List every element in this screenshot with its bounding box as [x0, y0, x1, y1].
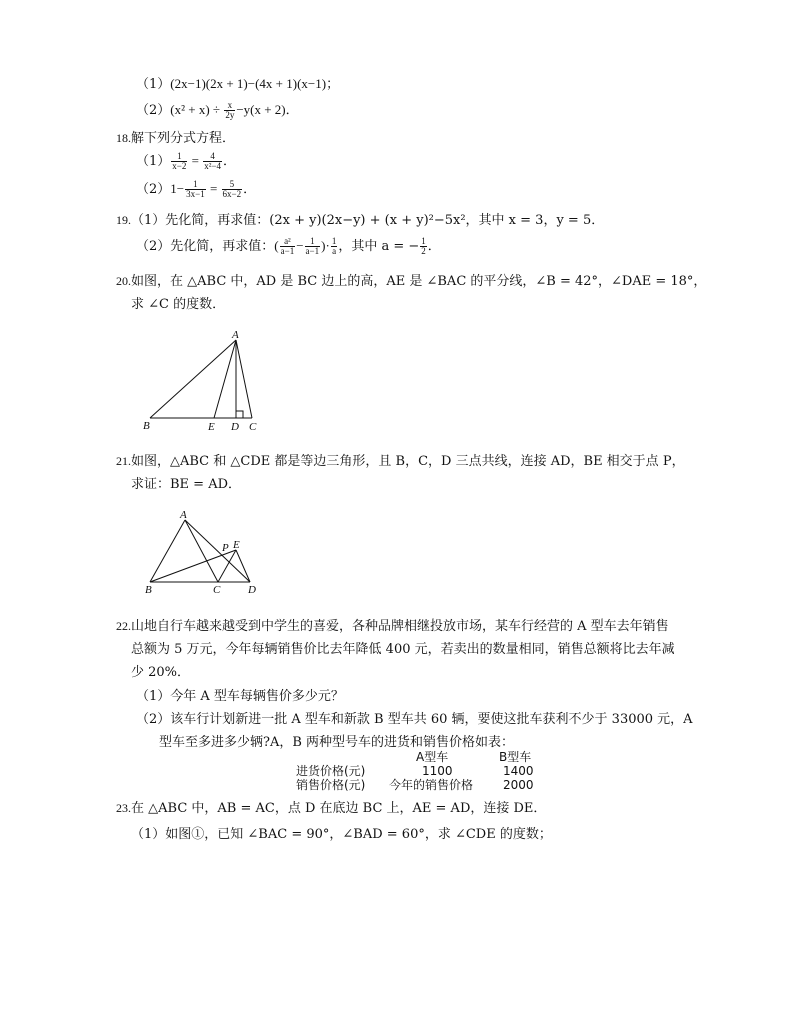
question-number: 18.	[116, 131, 131, 145]
side-AC	[236, 340, 252, 418]
table-row2-b: 2000	[503, 778, 534, 792]
q19-part2: （2）先化简，再求值：( $\frac{\text{a²}}{a-1}$ − $\frac{1}{a-1}$ )· $\frac{1}{a}$ ，其中 a = − $\frac{1}{2}$ ．	[136, 236, 441, 256]
q20-line1: 20.如图，在 △ABC 中，AD 是 BC 边上的高，AE 是 ∠BAC 的平分线，∠B = 42°，∠DAE = 18°，	[116, 274, 707, 289]
label-C: C	[249, 421, 257, 433]
q21-line2: 求证：BE = AD．	[131, 477, 242, 492]
question-number: 22.	[116, 619, 131, 633]
question-number: 21.	[116, 454, 131, 468]
table-header-a: A型车	[416, 750, 449, 764]
segment-AD	[185, 520, 250, 582]
label-A: A	[232, 329, 239, 341]
q18-part1: （1） $\frac{1}{x-2}$ = $\frac{4}{\text{x²−4}}$ ．	[136, 151, 236, 171]
q17-part1: （1）(2x−1)(2x + 1)−(4x + 1)(x−1)；	[136, 76, 340, 92]
q22-part1: （1）今年 A 型车每辆售价多少元？	[136, 689, 344, 704]
side-AB	[150, 340, 236, 418]
label-D: D	[231, 421, 239, 433]
table-row2-a: 今年的销售价格	[389, 778, 474, 792]
table-row1-a: 1100	[422, 764, 453, 778]
q17-part2: （2）(x² + x) ÷ $\frac{x}{2y}$ −y(x + 2)．	[136, 100, 299, 120]
q22-part2-line1: （2）该车行计划新进一批 A 型车和新款 B 型车共 60 辆，要使这批车获利不少于 33000 元，A	[136, 712, 693, 727]
question-number: 19.	[116, 213, 131, 227]
q20-line2: 求 ∠C 的度数．	[131, 297, 226, 312]
question-number: 23.	[116, 801, 131, 815]
label-E: E	[208, 421, 215, 433]
q22-line3: 少 20%．	[131, 665, 191, 680]
label-P: P	[222, 542, 229, 554]
label-C: C	[213, 584, 221, 596]
q23-part1: （1）如图①，已知 ∠BAC = 90°，∠BAD = 60°，求 ∠CDE 的度数；	[131, 827, 552, 842]
q17-fraction: $\frac{x}{2y}$	[225, 100, 235, 120]
bisector-AE	[214, 340, 236, 418]
table-row2-label: 销售价格(元)	[296, 778, 366, 792]
side-AB	[150, 520, 185, 582]
side-ED	[236, 550, 250, 582]
label-D: D	[248, 584, 256, 596]
q18-part2: （2）1− $\frac{1}{3x-1}$ = $\frac{5}{6x-2}$ ．	[136, 179, 257, 199]
q20-triangle-figure	[140, 328, 270, 434]
q17-part1-expression: (2x−1)(2x + 1)−(4x + 1)(x−1)；	[170, 76, 340, 91]
q23-line1: 23.在 △ABC 中，AB = AC，点 D 在底边 BC 上，AE = AD，连接 DE．	[116, 801, 547, 816]
q22-part2-line2: 型车至多进多少辆?A，B 两种型号车的进货和销售价格如表：	[159, 735, 515, 750]
q21-line1: 21.如图，△ABC 和 △CDE 都是等边三角形，且 B，C，D 三点共线，连接 AD，BE 相交于点 P，	[116, 454, 685, 469]
question-number: 20.	[116, 274, 131, 288]
q19-part1: 19.（1）先化简，再求值：(2x + y)(2x−y) + (x + y)²−5x²，其中 x = 3，y = 5．	[116, 213, 605, 228]
label-E: E	[233, 539, 240, 551]
q22-line1: 22.山地自行车越来越受到中学生的喜爱，各种品牌相继投放市场，某车行经营的 A 型车去年销售	[116, 619, 669, 634]
table-row1-label: 进货价格(元)	[296, 764, 366, 778]
q18-heading: 18.解下列分式方程．	[116, 131, 236, 146]
table-header-b: B型车	[499, 750, 532, 764]
segment-BE	[150, 550, 236, 582]
side-AC	[185, 520, 218, 582]
right-angle-mark	[236, 411, 243, 418]
q22-line2: 总额为 5 万元，今年每辆销售价比去年降低 400 元，若卖出的数量相同，销售总额将比去年减	[131, 642, 675, 657]
q21-triangles-figure	[140, 507, 270, 597]
label-B: B	[145, 584, 152, 596]
label-B: B	[143, 420, 150, 432]
label-A: A	[180, 509, 187, 521]
table-row1-b: 1400	[503, 764, 534, 778]
